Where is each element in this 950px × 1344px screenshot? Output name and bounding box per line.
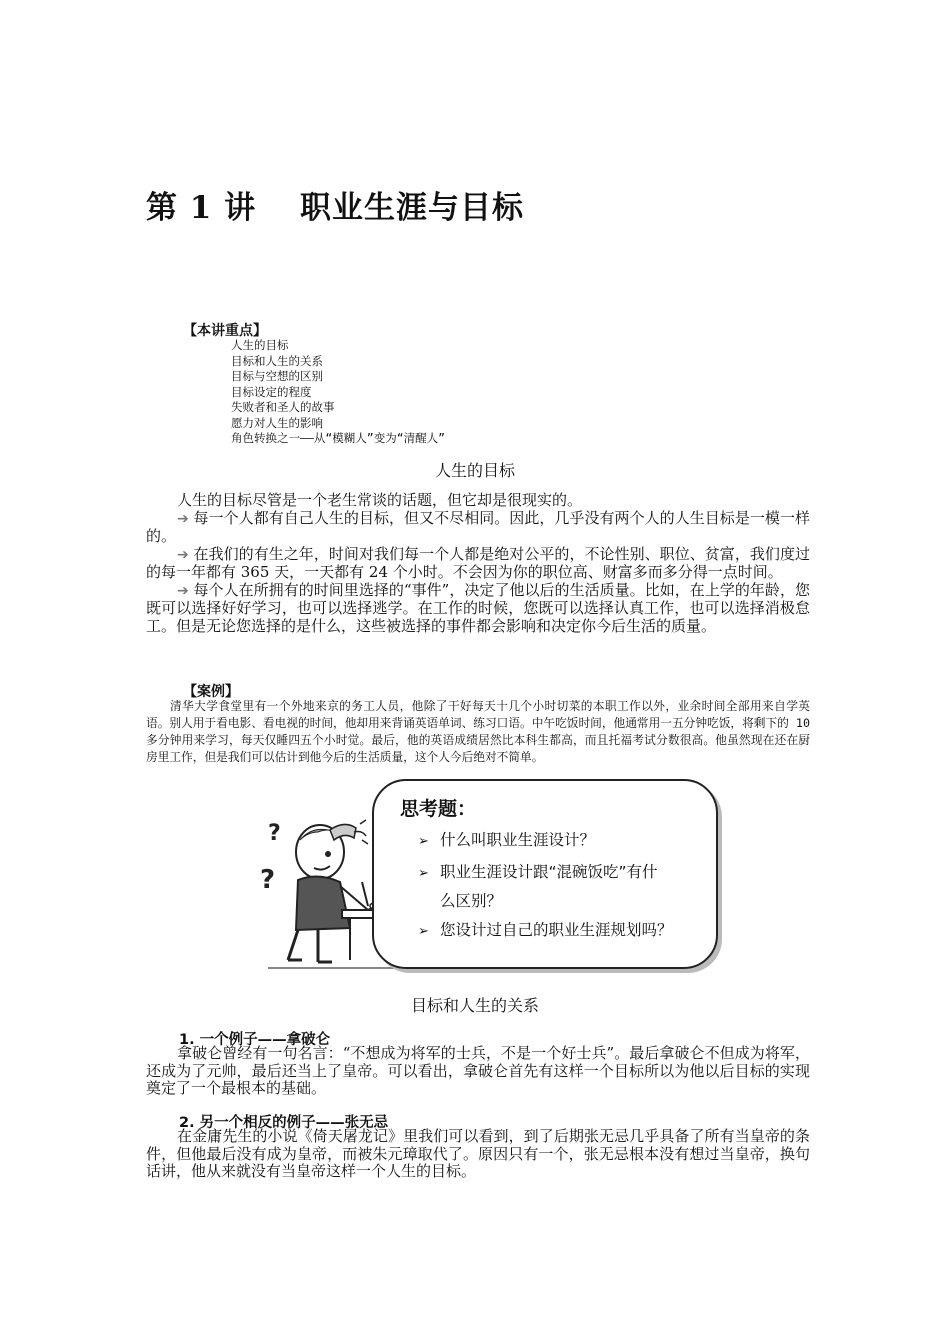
paragraph: 在金庸先生的小说《倚天屠龙记》里我们可以看到，到了后期张无忌几乎具备了所有当皇帝的条件，但他最后没有成为皇帝，而被朱元璋取代了。原因只有一个，张无忌根本没有想过当皇帝，换句话讲，他从来就没有当皇帝这样一个人生的目标。	[146, 1127, 810, 1180]
subsection-heading: 1. 一个例子——拿破仑	[179, 1032, 331, 1048]
bullet-arrow-icon: ➢	[418, 834, 429, 849]
bullet-arrow-icon: ➢	[418, 866, 429, 881]
key-point-item: 目标和人生的关系	[231, 353, 323, 368]
section-title-goal-and-life: 目标和人生的关系	[410, 996, 539, 1015]
question-item-continued: 么区别？	[440, 892, 503, 910]
case-text	[146, 698, 810, 766]
key-point-item: 目标设定的程度	[231, 384, 312, 399]
lecture-title: 第 1 讲 职业生涯与目标	[146, 190, 524, 226]
arrow-icon: ➔	[177, 582, 189, 599]
svg-text:?: ?	[268, 821, 281, 846]
paragraph: ➔ 每个人在所拥有的时间里选择的“事件”，决定了他以后的生活质量。比如，在上学的年龄，您既可以选择好好学习，也可以选择逃学。在工作的时候，您既可以选择认真工作，也可以选择消极怠工。但是无论您选择的是什么，这些被选择的事件都会影响和决定你今后生活的质量。	[146, 580, 810, 635]
key-points-heading: 【本讲重点】	[183, 323, 267, 339]
case-paragraph: 清华大学食堂里有一个外地来京的务工人员，他除了干好每天十几个小时切菜的本职工作以外，业余时间全部用来自学英语。别人用于看电影、看电视的时间，他却用来背诵英语单词、练习口语。中午吃饭时间，他通常用一五分钟吃饭，将剩下的 10 多分钟用来学习，每天仅睡四五个小时觉。最后，他的英语成绩居然比本科生都高，而且托福考试分数很高。他虽然现在还在厨房里工作，但是我们可以估计到他今后的生活质量，这个人今后绝对不简单。	[146, 699, 810, 764]
svg-text:?: ?	[260, 865, 276, 895]
key-point-item: 愿力对人生的影响	[231, 415, 323, 430]
case-heading: 【案例】	[183, 684, 239, 700]
thinking-title: 思考题：	[400, 798, 477, 820]
paragraph: ➔ 每一个人都有自己人生的目标，但又不尽相同。因此，几乎没有两个人的人生目标是一模一样的。	[146, 508, 810, 545]
subsection-body	[146, 1128, 810, 1181]
bullet-arrow-icon: ➢	[418, 924, 429, 939]
section1-body	[146, 492, 810, 635]
key-point-item: 角色转换之一——从“模糊人”变为“清醒人”	[231, 431, 446, 445]
arrow-icon: ➔	[177, 510, 189, 527]
question-item: ➢ 职业生涯设计跟“混碗饭吃”有什	[418, 863, 658, 881]
key-points-list	[231, 338, 445, 447]
question-item: ➢ 您设计过自己的职业生涯规划吗？	[418, 921, 673, 939]
key-point-item: 目标与空想的区别	[231, 369, 323, 383]
paragraph: 拿破仑曾经有一句名言：“不想成为将军的士兵，不是一个好士兵”。最后拿破仑不但成为将军，还成为了元帅，最后还当上了皇帝。可以看出，拿破仑首先有这样一个目标所以为他以后目标的实现奠定了一个最根本的基础。	[146, 1044, 810, 1097]
section-title-life-goal: 人生的目标	[434, 461, 515, 480]
question-item: ➢ 什么叫职业生涯设计？	[418, 831, 596, 849]
paragraph: ➔ 在我们的有生之年，时间对我们每一个人都是绝对公平的，不论性别、职位、贫富，我们度过的每一年都有 365 天，一天都有 24 个小时。不会因为你的职位高、财富多而多分得一点时间。	[146, 544, 810, 581]
key-point-item: 失败者和圣人的故事	[231, 400, 335, 414]
paragraph: 人生的目标尽管是一个老生常谈的话题，但它却是很现实的。	[177, 491, 583, 509]
subsection-body	[146, 1045, 810, 1098]
arrow-icon: ➔	[177, 546, 189, 563]
subsection-heading: 2. 另一个相反的例子——张无忌	[179, 1115, 389, 1131]
key-point-item: 人生的目标	[231, 338, 289, 352]
